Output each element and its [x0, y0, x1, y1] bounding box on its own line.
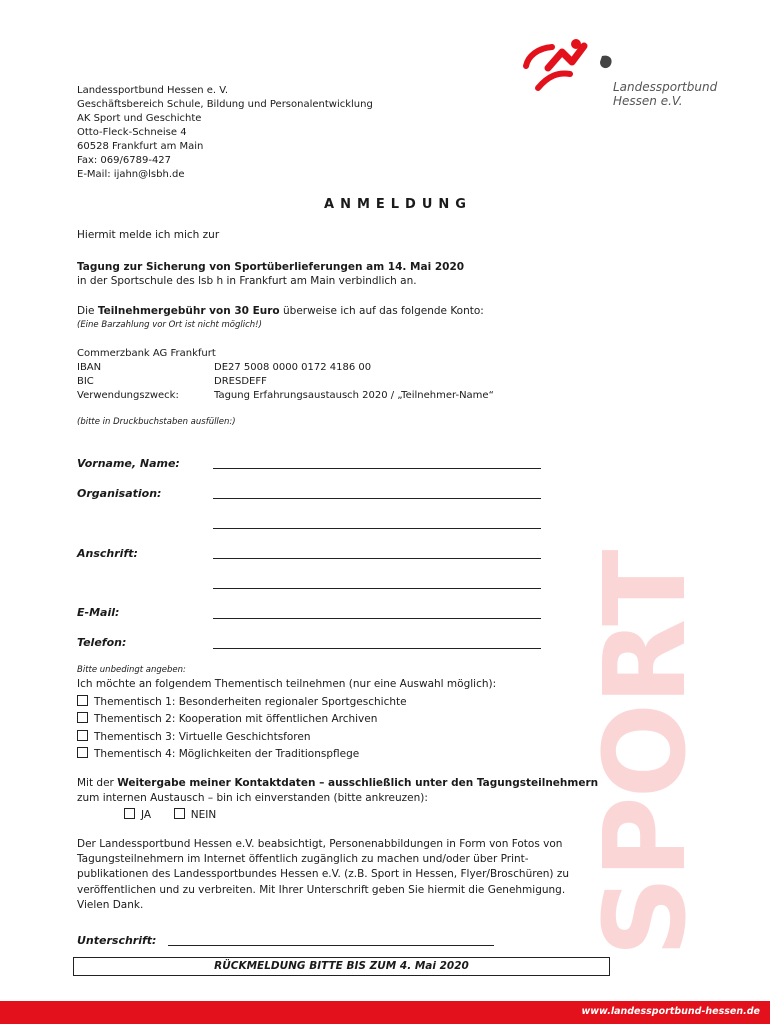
bank-row: [77, 376, 267, 387]
consent-text: [77, 777, 598, 789]
logo-text-line1: Landessportbund: [613, 80, 718, 94]
footer-url[interactable]: www.landessportbund-hessen.de: [581, 1006, 760, 1017]
topic-label: Thementisch 3: Virtuelle Geschichtsforen: [94, 731, 311, 743]
bank-key: IBAN: [77, 362, 102, 373]
deadline-box: RÜCKMELDUNG BITTE BIS ZUM 4. Mai 2020: [73, 957, 610, 976]
sport-watermark-text: SPORT: [581, 551, 711, 957]
intro-text: Hiermit melde ich mich zur: [77, 229, 220, 241]
no-label: NEIN: [190, 809, 217, 821]
consent-options: [124, 808, 216, 821]
form-title: ANMELDUNG: [324, 197, 472, 212]
topic-option-4[interactable]: [77, 747, 359, 760]
photo-notice-line: Tagungsteilnehmern im Internet öffentlich zugänglich zu machen und/oder über Print-: [77, 853, 529, 865]
address-label: Anschrift:: [77, 547, 138, 560]
topic-option-2[interactable]: [77, 712, 377, 725]
sender-line: 60528 Frankfurt am Main: [77, 141, 204, 152]
phone-field[interactable]: [213, 647, 541, 649]
bank-key: BIC: [77, 376, 94, 387]
print-note: (bitte in Druckbuchstaben ausfüllen:): [77, 417, 236, 427]
checkbox[interactable]: [77, 712, 88, 723]
signature-field[interactable]: [168, 944, 494, 946]
sender-line: Landessportbund Hessen e. V.: [77, 85, 229, 96]
bank-name: Commerzbank AG Frankfurt: [77, 348, 216, 359]
sender-line: E-Mail: ijahn@lsbh.de: [77, 169, 185, 180]
address-field-2[interactable]: [213, 587, 541, 589]
fee-suffix: überweise ich auf das folgende Konto:: [279, 305, 484, 317]
fee-text: [77, 305, 484, 317]
photo-notice-line: veröffentlichen und zu verbreiten. Mit Ihrer Unterschrift geben Sie hiermit die Genehmigung.: [77, 884, 566, 896]
event-location: in der Sportschule des lsb h in Frankfurt am Main verbindlich an.: [77, 275, 417, 287]
sender-address: [77, 84, 373, 182]
checkbox[interactable]: [77, 695, 88, 706]
address-field[interactable]: [213, 557, 541, 559]
logo-text-line2: Hessen e.V.: [613, 94, 683, 108]
no-checkbox[interactable]: [174, 808, 185, 819]
consent-bold: Weitergabe meiner Kontaktdaten – ausschließlich unter den Tagungsteilnehmern: [117, 777, 599, 789]
organisation-field-2[interactable]: [213, 527, 541, 529]
sender-line: Otto-Fleck-Schneise 4: [77, 127, 187, 138]
sender-line: AK Sport und Geschichte: [77, 113, 202, 124]
name-label: Vorname, Name:: [77, 457, 180, 470]
organisation-field[interactable]: [213, 497, 541, 499]
photo-notice-line: publikationen des Landessportbundes Hessen e.V. (z.B. Sport in Hessen, Flyer/Broschüren) zu: [77, 868, 570, 880]
consent-line2: zum internen Austausch – bin ich einverstanden (bitte ankreuzen):: [77, 792, 428, 804]
bank-value: DRESDEFF: [214, 376, 267, 387]
event-name: Tagung zur Sicherung von Sportüberlieferungen am 14. Mai 2020: [77, 261, 465, 273]
consent-prefix: Mit der: [77, 777, 118, 789]
email-field[interactable]: [213, 617, 541, 619]
topic-option-1[interactable]: [77, 695, 407, 708]
yes-checkbox[interactable]: [124, 808, 135, 819]
fee-note: (Eine Barzahlung vor Ort ist nicht möglich!): [77, 320, 262, 330]
fee-amount: Teilnehmergebühr von 30 Euro: [97, 305, 280, 317]
checkbox[interactable]: [77, 730, 88, 741]
runner-logo-icon: [518, 38, 618, 98]
photo-notice-line: Der Landessportbund Hessen e.V. beabsichtigt, Personenabbildungen in Form von Fotos von: [77, 838, 563, 850]
bank-value: DE27 5008 0000 0172 4186 00: [214, 362, 372, 373]
photo-notice-line: Vielen Dank.: [77, 899, 144, 911]
fee-prefix: Die: [77, 305, 98, 317]
bank-row: [77, 362, 371, 373]
sender-line: Geschäftsbereich Schule, Bildung und Personalentwicklung: [77, 99, 373, 110]
landessportbund-logo: [518, 38, 738, 118]
yes-label: JA: [141, 809, 152, 821]
organisation-label: Organisation:: [77, 487, 162, 500]
logo-wordmark: [613, 80, 717, 108]
required-note: Bitte unbedingt angeben:: [77, 665, 186, 675]
phone-label: Telefon:: [77, 636, 127, 649]
topic-option-3[interactable]: [77, 730, 311, 743]
email-label: E-Mail:: [77, 606, 120, 619]
bank-row: [77, 390, 494, 401]
topic-label: Thementisch 4: Möglichkeiten der Traditionspflege: [94, 748, 360, 760]
footer-bar: [0, 1001, 770, 1024]
name-field[interactable]: [213, 467, 541, 469]
checkbox[interactable]: [77, 747, 88, 758]
topic-label: Thementisch 1: Besonderheiten regionaler Sportgeschichte: [94, 696, 407, 708]
topic-question: Ich möchte an folgendem Thementisch teilnehmen (nur eine Auswahl möglich):: [77, 678, 497, 690]
topic-label: Thementisch 2: Kooperation mit öffentlichen Archiven: [94, 713, 378, 725]
sender-line: Fax: 069/6789-427: [77, 155, 172, 166]
bank-value: Tagung Erfahrungsaustausch 2020 / „Teilnehmer-Name“: [214, 390, 494, 401]
bank-key: Verwendungszweck:: [77, 390, 179, 401]
signature-label: Unterschrift:: [77, 934, 157, 947]
sport-watermark: [581, 412, 711, 972]
